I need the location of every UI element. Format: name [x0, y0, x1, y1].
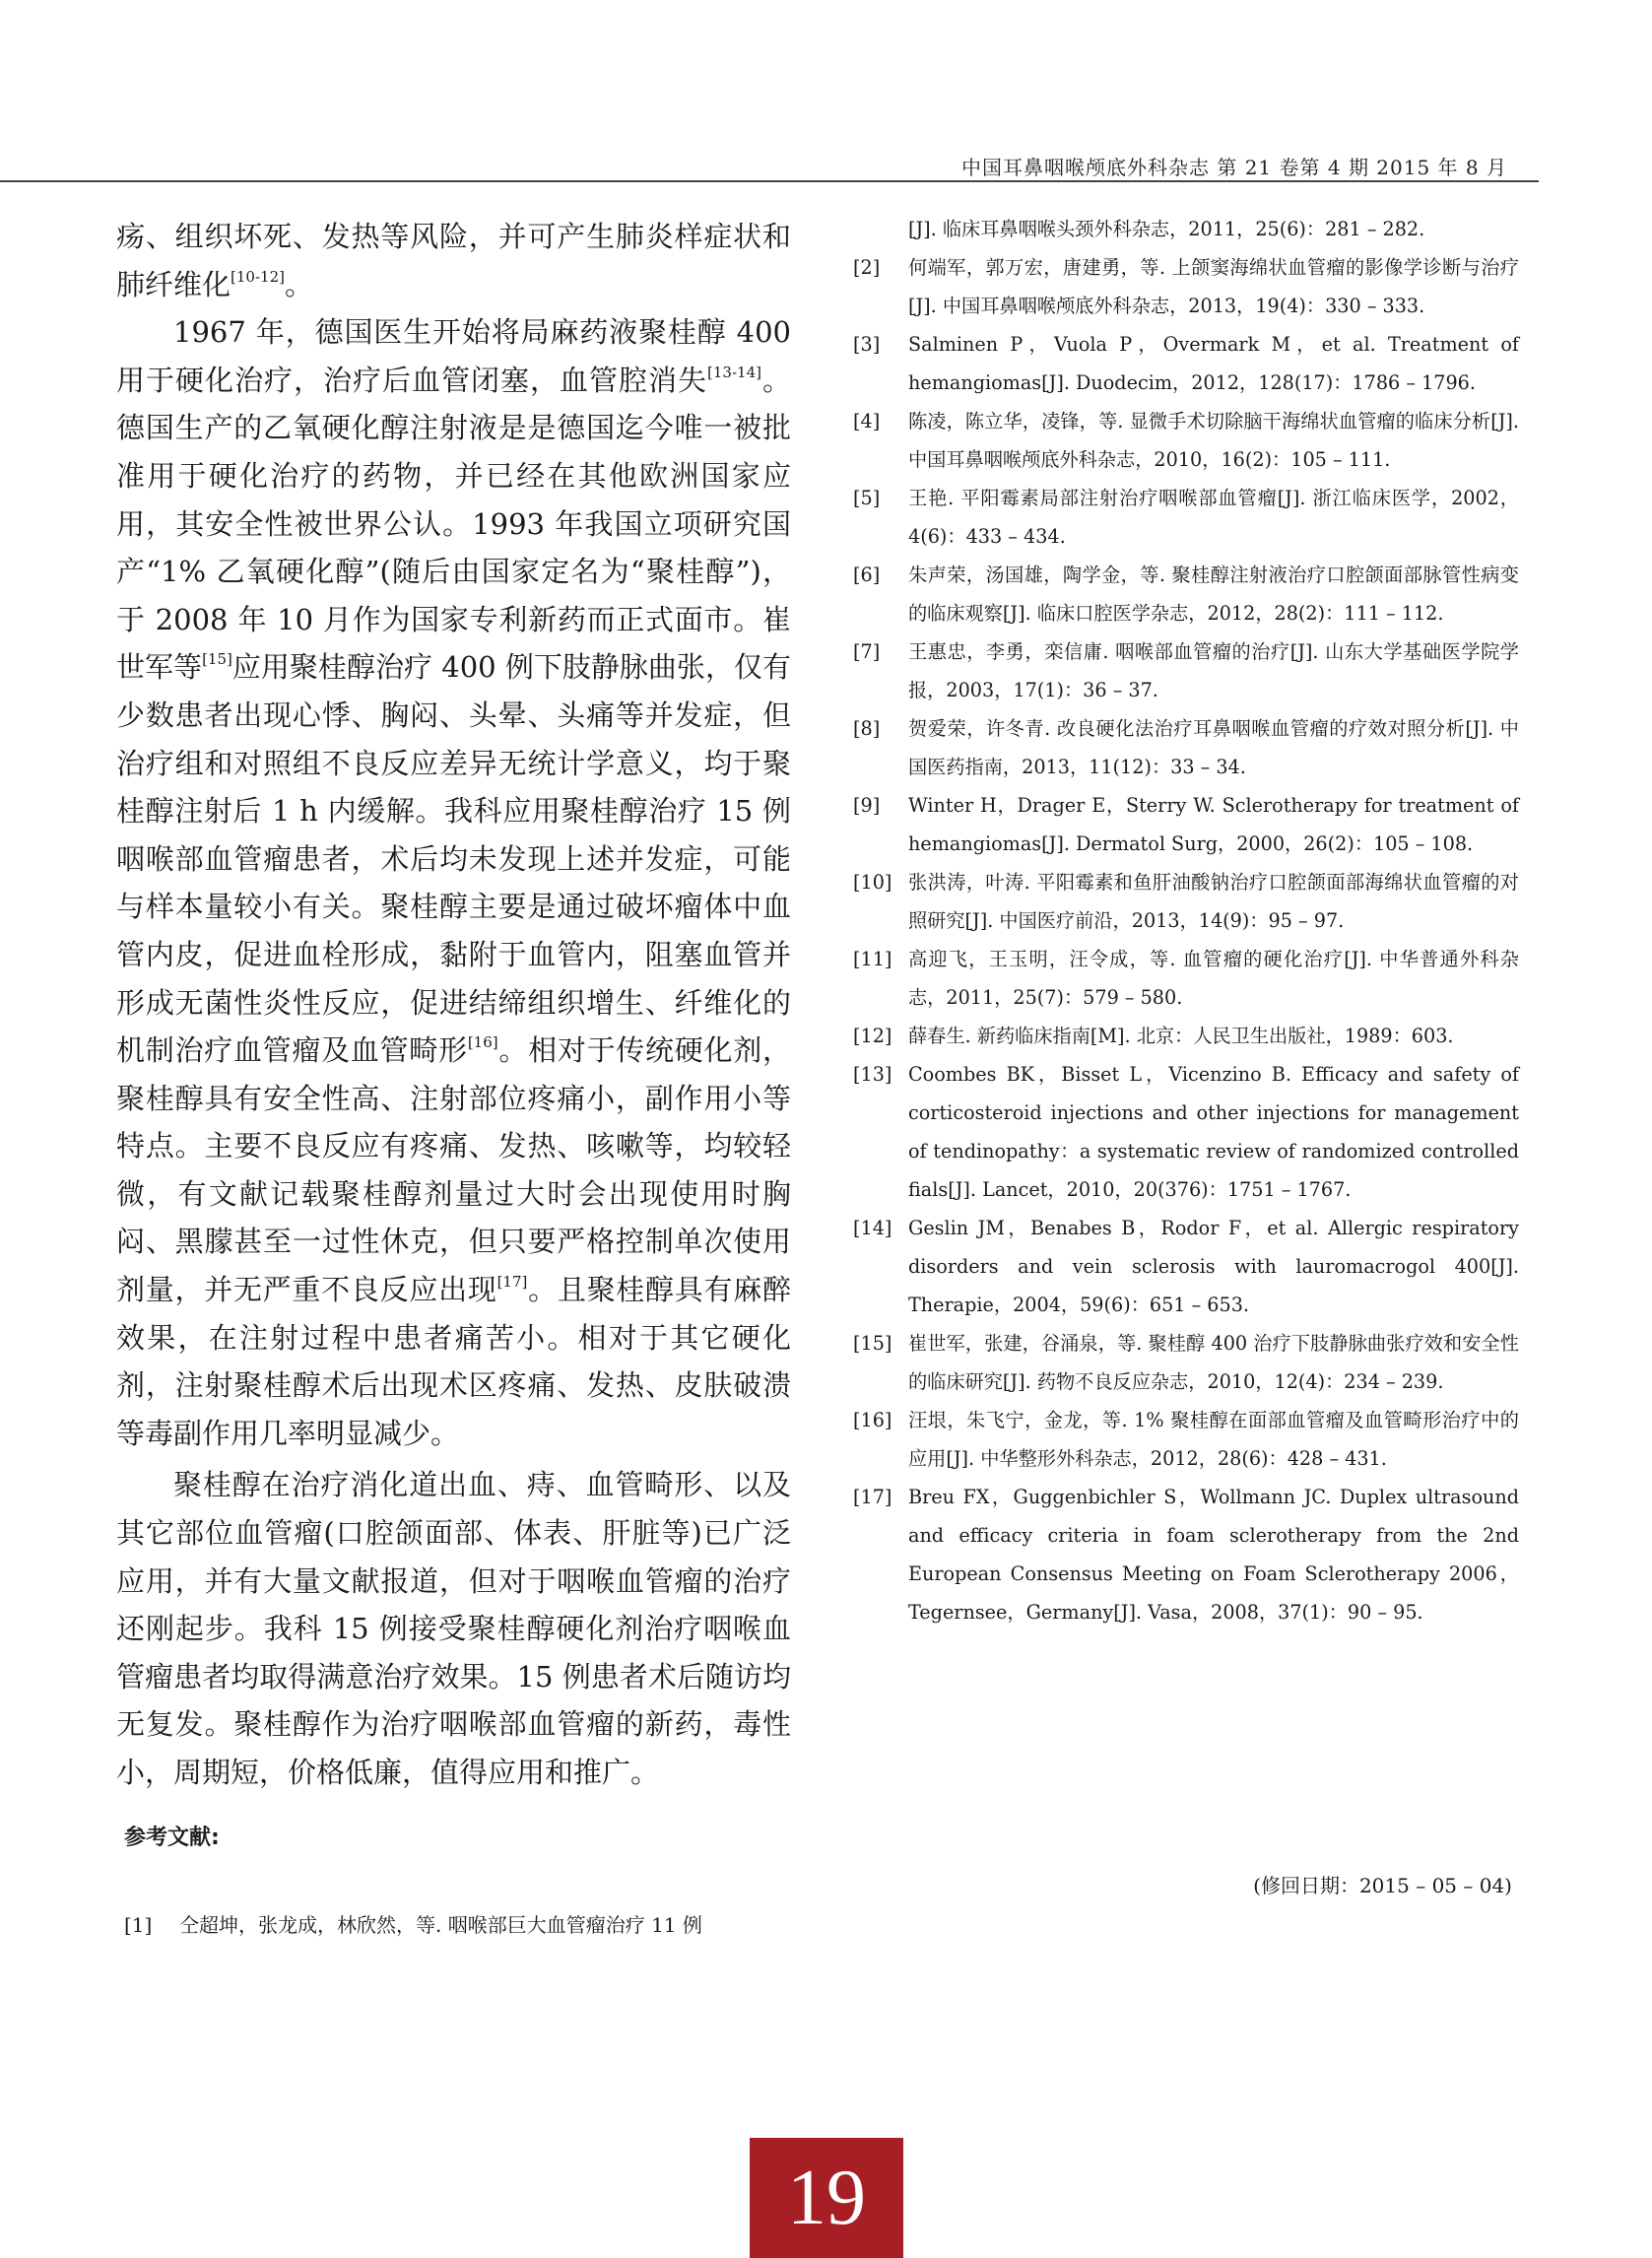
- reference-number: [8]: [853, 717, 881, 740]
- reference-number: [13]: [853, 1063, 892, 1086]
- reference-item-4: [853, 402, 1519, 479]
- references-column: [853, 210, 1519, 1631]
- reference-text: 仝超坤，张龙成，林欣然，等. 咽喉部巨大血管瘤治疗 11 例: [179, 1913, 702, 1937]
- reference-number: [10]: [853, 871, 892, 894]
- body-text-column: [116, 213, 791, 1797]
- reference-item-16: [853, 1401, 1519, 1478]
- reference-text: 张洪涛，叶涛. 平阳霉素和鱼肝油酸钠治疗口腔颌面部海绵状血管瘤的对照研究[J]. 中国医疗前沿，2013，14(9)：95 – 97.: [908, 871, 1519, 932]
- reference-text: 王艳. 平阳霉素局部注射治疗咽喉部血管瘤[J]. 浙江临床医学，2002，4(6)：433 – 434.: [908, 487, 1519, 548]
- page-number-badge: [750, 2138, 903, 2258]
- citation-16: [16]: [467, 1033, 498, 1052]
- reference-item-11: [853, 940, 1519, 1017]
- references-heading: 参考文献:: [124, 1826, 220, 1850]
- reference-number: [12]: [853, 1025, 892, 1047]
- reference-number: [5]: [853, 487, 881, 509]
- reference-number: [15]: [853, 1332, 892, 1355]
- reference-item-6: [853, 556, 1519, 632]
- citation-10-12: [10-12]: [231, 267, 285, 286]
- reference-item-2: [853, 248, 1519, 325]
- reference-text: 崔世军，张建，谷涌泉，等. 聚桂醇 400 治疗下肢静脉曲张疗效和安全性的临床研究[J]. 药物不良反应杂志，2010，12(4)：234 – 239.: [908, 1332, 1519, 1393]
- paragraph-2-text-a: 1967 年，德国医生开始将局麻药液聚桂醇 400 用于硬化治疗，治疗后血管闭塞，血管腔消失: [116, 315, 791, 397]
- page-number: 19: [787, 2154, 866, 2241]
- reference-text: 何端军，郭万宏，唐建勇，等. 上颌窦海绵状血管瘤的影像学诊断与治疗[J]. 中国耳鼻咽喉颅底外科杂志，2013，19(4)：330 – 333.: [908, 256, 1519, 317]
- reference-text: 陈凌，陈立华，凌锋，等. 显微手术切除脑干海绵状血管瘤的临床分析[J]. 中国耳鼻咽喉颅底外科杂志，2010，16(2)：105 – 111.: [908, 410, 1519, 471]
- reference-item-14: [853, 1209, 1519, 1324]
- reference-text: 汪垠，朱飞宁，金龙，等. 1% 聚桂醇在面部血管瘤及血管畸形治疗中的应用[J]. 中华整形外科杂志，2012，28(6)：428 – 431.: [908, 1409, 1519, 1470]
- reference-item-7: [853, 632, 1519, 709]
- running-header: 中国耳鼻咽喉颅底外科杂志 第 21 卷第 4 期 2015 年 8 月: [960, 156, 1507, 179]
- reference-number: [4]: [853, 410, 881, 432]
- citation-15: [15]: [202, 650, 232, 669]
- paragraph-1-end: 。: [284, 267, 313, 301]
- header-rule: [0, 180, 1539, 182]
- reference-number: [7]: [853, 640, 881, 663]
- reference-text: Breu FX，Guggenbichler S，Wollmann JC. Duplex ultrasound and efficacy criteria in foam sclerotherapy from the 2nd European Consensus Meeting on Foam Sclerotherapy 2006，Tegernsee，Germany[J]. Vasa，2008，37(1)：90 – 95.: [908, 1486, 1519, 1624]
- reference-number: [17]: [853, 1486, 892, 1508]
- paragraph-3: 聚桂醇在治疗消化道出血、痔、血管畸形、以及其它部位血管瘤(口腔颌面部、体表、肝脏等)已广泛应用，并有大量文献报道，但对于咽喉血管瘤的治疗还刚起步。我科 15 例接受聚桂醇硬化剂治疗咽喉血管瘤患者均取得满意治疗效果。15 例患者术后随访均无复发。聚桂醇作为治疗咽喉部血管瘤的新药，毒性小，周期短，价格低廉，值得应用和推广。: [116, 1468, 791, 1789]
- reference-number: [14]: [853, 1217, 892, 1239]
- reference-text: Geslin JM，Benabes B，Rodor F，et al. Allergic respiratory disorders and vein sclerosis with lauromacrogol 400[J]. Therapie，2004，59(6)：651 – 653.: [908, 1217, 1519, 1316]
- reference-number: [2]: [853, 256, 881, 279]
- reference-number: [11]: [853, 948, 892, 970]
- revised-date: (修回日期：2015 – 05 – 04): [1253, 1874, 1512, 1897]
- reference-text: 朱声荣，汤国雄，陶学金，等. 聚桂醇注射液治疗口腔颌面部脉管性病变的临床观察[J]. 临床口腔医学杂志，2012，28(2)：111 – 112.: [908, 564, 1519, 625]
- reference-item-1-continued: [853, 210, 1519, 248]
- reference-text: Salminen P，Vuola P，Overmark M，et al. Treatment of hemangiomas[J]. Duodecim，2012，128(17)：1786 – 1796.: [908, 333, 1519, 394]
- reference-text: [J]. 临床耳鼻咽喉头颈外科杂志，2011，25(6)：281 – 282.: [908, 218, 1425, 240]
- paragraph-1-text: 疡、组织坏死、发热等风险，并可产生肺炎样症状和肺纤维化: [116, 220, 791, 301]
- reference-item-17: [853, 1478, 1519, 1631]
- reference-item-8: [853, 709, 1519, 786]
- reference-number: [3]: [853, 333, 881, 356]
- reference-number: [6]: [853, 564, 881, 586]
- reference-item-10: [853, 863, 1519, 940]
- reference-item-12: [853, 1017, 1519, 1055]
- paragraph-2-text-b: 。德国生产的乙氧硬化醇注射液是是德国迄今唯一被批准用于硬化治疗的药物，并已经在其他欧洲国家应用，其安全性被世界公认。1993 年我国立项研究国产“1% 乙氧硬化醇”(随后由国家定名为“聚桂醇”)，于 2008 年 10 月作为国家专利新药而正式面市。崔世军等: [116, 363, 791, 685]
- paragraph-2-text-c: 应用聚桂醇治疗 400 例下肢静脉曲张，仅有少数患者出现心悸、胸闷、头晕、头痛等并发症，但治疗组和对照组不良反应差异无统计学意义，均于聚桂醇注射后 1 h 内缓解。我科应用聚桂醇治疗 15 例咽喉部血管瘤患者，术后均未发现上述并发症，可能与样本量较小有关。聚桂醇主要是通过破坏瘤体中血管内皮，促进血栓形成，黏附于血管内，阻塞血管并形成无菌性炎性反应，促进结缔组织增生、纤维化的机制治疗血管瘤及血管畸形: [116, 650, 791, 1068]
- reference-text: 王惠忠，李勇，栾信庸. 咽喉部血管瘤的治疗[J]. 山东大学基础医学院学报，2003，17(1)：36 – 37.: [908, 640, 1519, 701]
- reference-number: [1]: [124, 1913, 153, 1937]
- reference-item-5: [853, 479, 1519, 556]
- paragraph-2-text-d: 。相对于传统硬化剂，聚桂醇具有安全性高、注射部位疼痛小，副作用小等特点。主要不良反应有疼痛、发热、咳嗽等，均较轻微，有文献记载聚桂醇剂量过大时会出现使用时胸闷、黑朦甚至一过性休克，但只要严格控制单次使用剂量，并无严重不良反应出现: [116, 1033, 791, 1307]
- reference-text: 贺爱荣，许冬青. 改良硬化法治疗耳鼻咽喉血管瘤的疗效对照分析[J]. 中国医药指南，2013，11(12)：33 – 34.: [908, 717, 1519, 778]
- reference-item-13: [853, 1055, 1519, 1209]
- reference-number: [9]: [853, 794, 881, 817]
- reference-item-3: [853, 325, 1519, 402]
- reference-item-15: [853, 1324, 1519, 1401]
- reference-item-9: [853, 786, 1519, 863]
- reference-text: Coombes BK，Bisset L，Vicenzino B. Efficacy and safety of corticosteroid injections and other injections for management of tendinopathy：a systematic review of randomized controlled fials[J]. Lancet，2010，20(376)：1751 – 1767.: [908, 1063, 1519, 1201]
- reference-item-1: [124, 1906, 794, 1945]
- paragraph-2-text-e: 。且聚桂醇具有麻醉效果，在注射过程中患者痛苦小。相对于其它硬化剂，注射聚桂醇术后出现术区疼痛、发热、皮肤破溃等毒副作用几率明显减少。: [116, 1273, 791, 1450]
- reference-number: [16]: [853, 1409, 892, 1431]
- paragraph-2: [116, 308, 791, 1457]
- citation-13-14: [13-14]: [707, 363, 761, 381]
- reference-text: 高迎飞，王玉明，汪令成，等. 血管瘤的硬化治疗[J]. 中华普通外科杂志，2011，25(7)：579 – 580.: [908, 948, 1519, 1009]
- reference-text: Winter H，Drager E，Sterry W. Sclerotherapy for treatment of hemangiomas[J]. Dermatol Surg，2000，26(2)：105 – 108.: [908, 794, 1519, 855]
- reference-text: 薛春生. 新药临床指南[M]. 北京：人民卫生出版社，1989：603.: [908, 1025, 1454, 1047]
- citation-17: [17]: [496, 1273, 528, 1292]
- paragraph-1: [116, 213, 791, 308]
